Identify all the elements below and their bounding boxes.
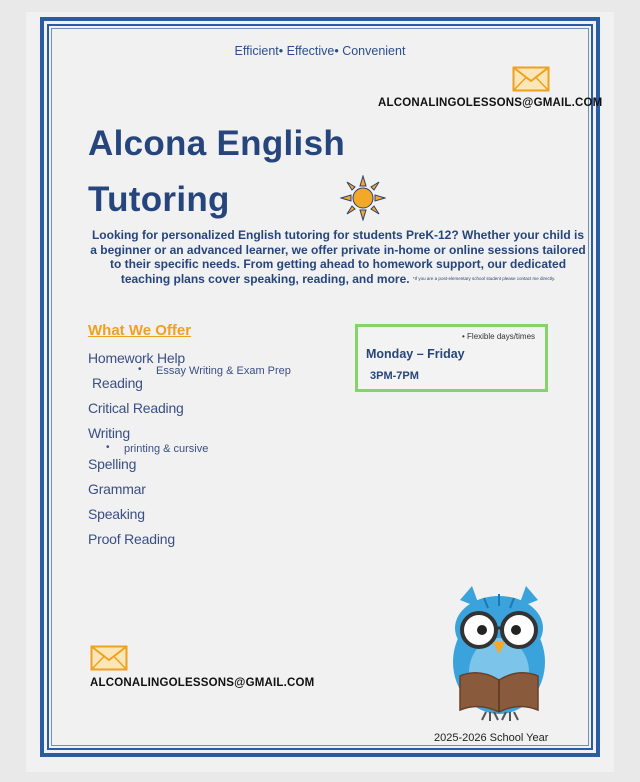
- owl-reading-icon: [446, 584, 552, 722]
- service-proof-reading: Proof Reading: [88, 531, 175, 547]
- school-year: 2025-2026 School Year: [434, 732, 549, 744]
- schedule-box: [355, 324, 548, 392]
- service-grammar: Grammar: [88, 481, 146, 497]
- service-reading: Reading: [92, 375, 143, 391]
- tagline: Efficient• Effective• Convenient: [234, 44, 406, 58]
- title-line-1: Alcona English: [88, 124, 346, 163]
- email-bottom[interactable]: ALCONALINGOLESSONS@GMAIL.COM: [90, 677, 315, 689]
- service-critical-reading: Critical Reading: [88, 400, 184, 416]
- title-line-2: Tutoring: [88, 180, 230, 219]
- what-we-offer-heading: What We Offer: [88, 322, 192, 339]
- service-writing: Writing: [88, 425, 130, 441]
- email-top[interactable]: ALCONALINGOLESSONS@GMAIL.COM: [378, 97, 603, 109]
- envelope-icon: [90, 645, 128, 671]
- service-spelling: Spelling: [88, 456, 137, 472]
- service-speaking: Speaking: [88, 506, 145, 522]
- envelope-icon: [512, 66, 550, 92]
- service-essay-writing: • Essay Writing & Exam Prep: [156, 365, 291, 377]
- schedule-hours: 3PM-7PM: [370, 370, 419, 382]
- intro-footnote: *If you are a post-elementary school student please contact me directly.: [412, 275, 556, 281]
- service-homework-help: Homework Help: [88, 350, 185, 366]
- intro-paragraph: [88, 228, 588, 286]
- flexible-note: • Flexible days/times: [462, 332, 536, 341]
- sun-icon: [340, 175, 386, 221]
- intro-text: Looking for personalized English tutoring for students PreK-12? Whether your child is a beginner or an advanced learner, we offer private in-home or online sessions tailored to their specific needs. From getting ahead to homework support, our dedicated teaching plans cover speaking, reading, and more.: [90, 228, 586, 286]
- service-printing-cursive: • printing & cursive: [124, 443, 208, 455]
- schedule-days: Monday – Friday: [366, 347, 465, 361]
